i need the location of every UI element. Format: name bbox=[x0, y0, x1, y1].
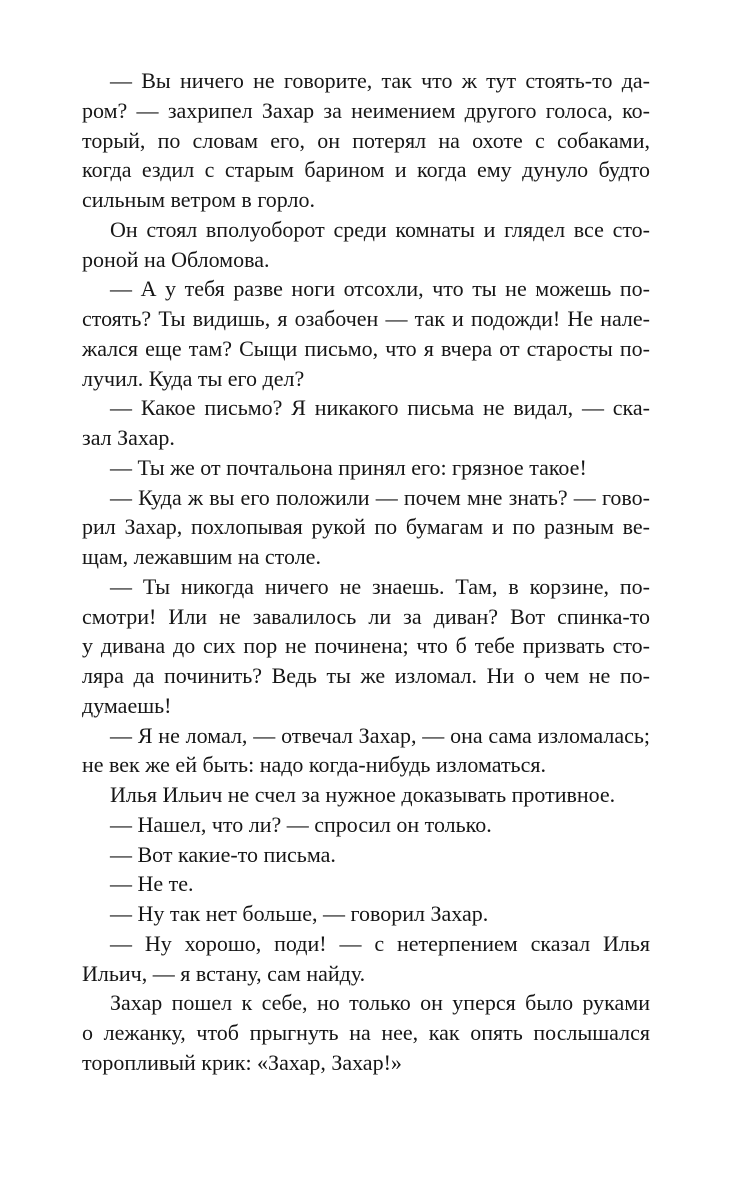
text-line: о лежанку, чтоб прыгнуть на нее, как опять послышался bbox=[82, 1020, 650, 1045]
text-line: сильным ветром в горло. bbox=[82, 187, 315, 212]
text-line: Он стоял вполуоборот среди комнаты и глядел все сто- bbox=[110, 216, 650, 242]
text-line: — А у тебя разве ноги отсохли, что ты не можешь по- bbox=[110, 276, 650, 302]
text-line: — Я не ломал, — отвечал Захар, — она сама изломалась; bbox=[110, 722, 650, 748]
text-line: жался еще там? Сыщи письмо, что я вчера от старосты по- bbox=[82, 335, 650, 361]
text-line: — Ты же от почтальона принял его: грязное такое! bbox=[110, 454, 587, 480]
text-line: у дивана до сих пор не починена; что б тебе призвать сто- bbox=[82, 633, 650, 659]
text-line: — Ну так нет больше, — говорил Захар. bbox=[110, 901, 489, 926]
text-line: ром? — захрипел Захар за неимением другого голоса, ко- bbox=[82, 97, 650, 123]
text-line: Захар пошел к себе, но только он уперся было руками bbox=[110, 990, 650, 1016]
text-line: — Какое письмо? Я никакого письма не видал, — ска- bbox=[110, 395, 650, 421]
text-line: думаешь! bbox=[82, 692, 172, 718]
text-line: когда ездил с старым барином и когда ему дунуло будто bbox=[82, 157, 650, 183]
text-line: роной на Обломова. bbox=[82, 246, 270, 272]
text-line: — Ты никогда ничего не знаешь. Там, в корзине, по- bbox=[110, 573, 650, 599]
text-line: Илья Ильич не счел за нужное доказывать противное. bbox=[110, 782, 616, 807]
text-line: торопливый крик: «Захар, Захар!» bbox=[82, 1049, 402, 1075]
text-line: зал Захар. bbox=[82, 425, 175, 450]
text-line: — Ну хорошо, поди! — с нетерпением сказал Илья bbox=[110, 930, 650, 956]
text-line: — Не те. bbox=[110, 871, 194, 897]
text-line: лучил. Куда ты его дел? bbox=[82, 365, 305, 391]
text-line: торый, по словам его, он потерял на охоте с собаками, bbox=[82, 127, 650, 153]
text-line: — Вот какие-то письма. bbox=[110, 841, 336, 867]
body-text bbox=[82, 66, 650, 1078]
text-line: ляра да починить? Ведь ты же изломал. Ни о чем не по- bbox=[82, 663, 650, 688]
text-line: стоять? Ты видишь, я озабочен — так и подожди! Не нале- bbox=[82, 306, 650, 331]
text-line: не век же ей быть: надо когда-нибудь изломаться. bbox=[82, 752, 546, 778]
text-line: щам, лежавшим на столе. bbox=[82, 544, 321, 569]
text-line: — Вы ничего не говорите, так что ж тут стоять-то да- bbox=[110, 68, 650, 93]
text-line: рил Захар, похлопывая рукой по бумагам и по разным ве- bbox=[82, 514, 650, 540]
text-line: — Куда ж вы его положили — почем мне знать? — гово- bbox=[110, 484, 650, 510]
text-line: Ильич, — я встану, сам найду. bbox=[82, 960, 366, 986]
text-line: — Нашел, что ли? — спросил он только. bbox=[110, 811, 492, 837]
text-line: смотри! Или не завалилось ли за диван? Вот спинка-то bbox=[82, 603, 650, 629]
